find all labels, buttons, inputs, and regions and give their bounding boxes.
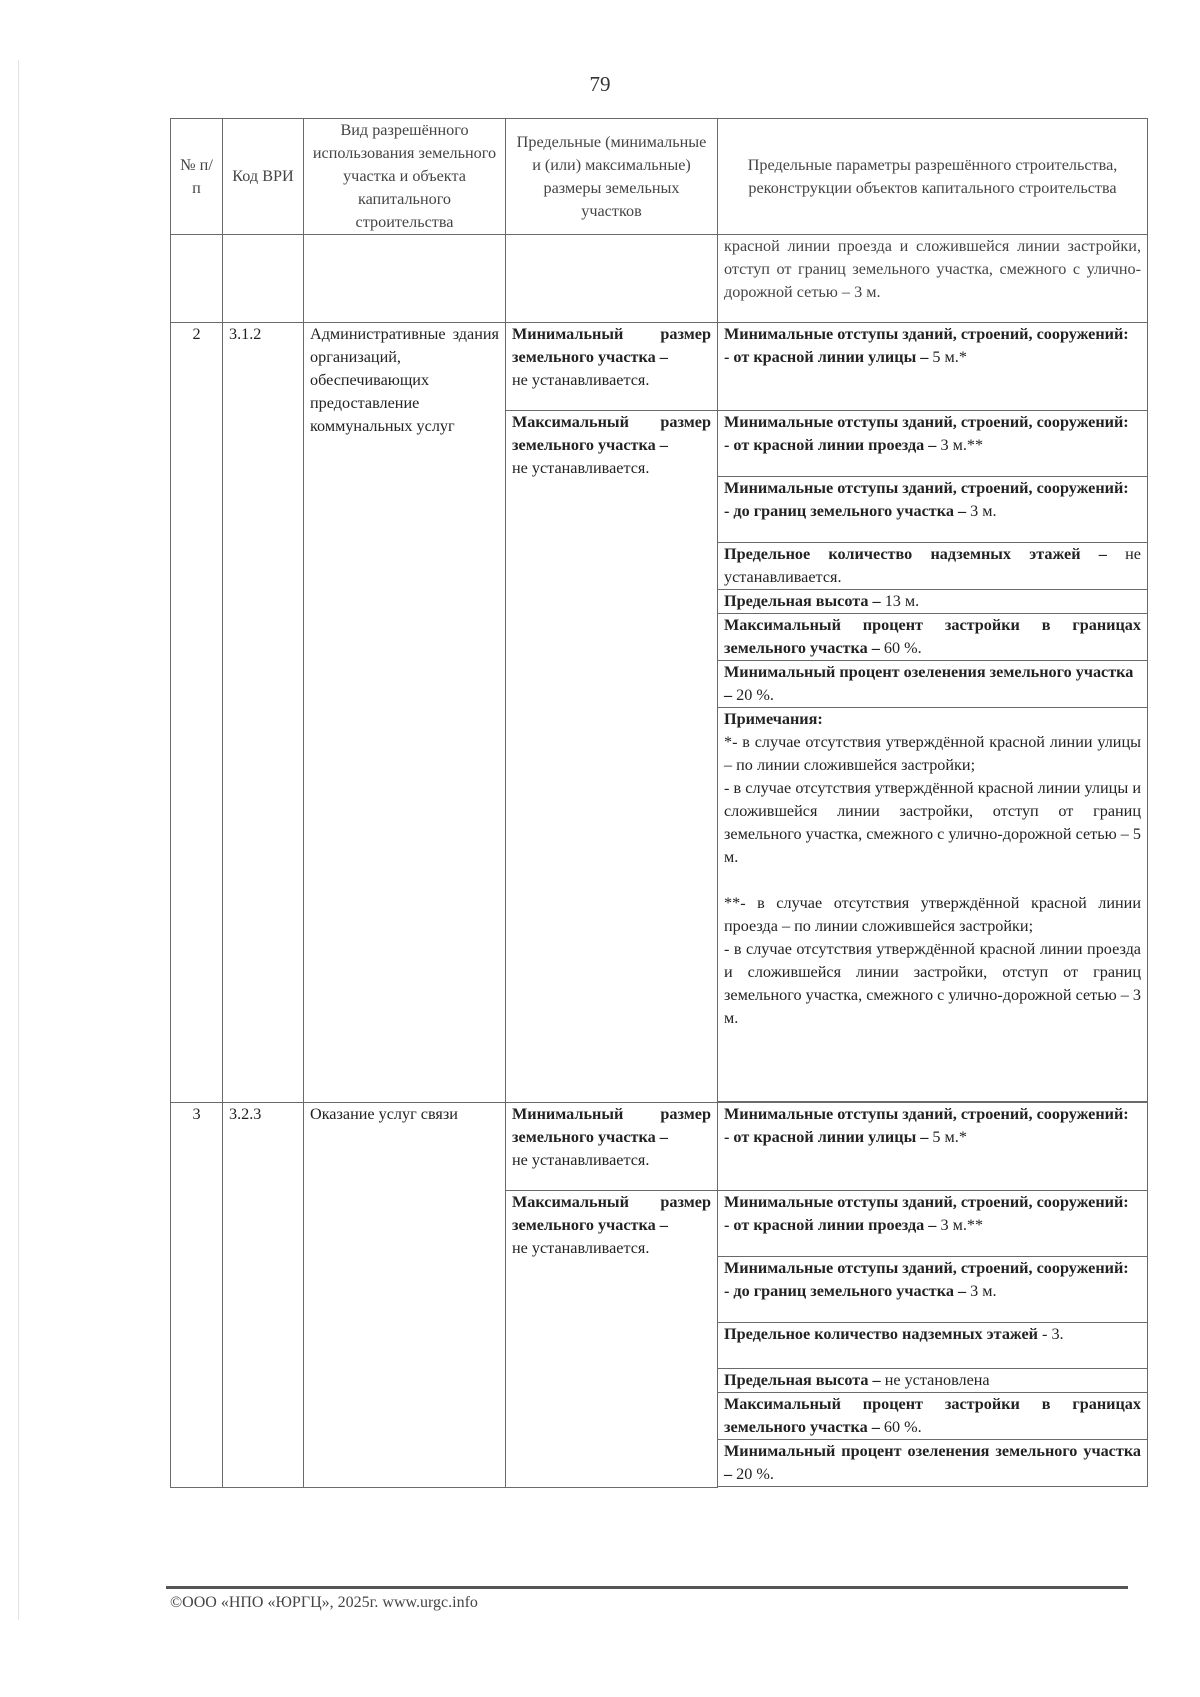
table-row-continuation bbox=[171, 235, 1148, 323]
note-line: - в случае отсутствия утверждённой красной линии проезда и сложившейся линии застройки, отступ от границ земельного участка, смежного с улично-дорожной сетью – 3 м. bbox=[724, 940, 1141, 1027]
max-size-label: Максимальный размер земельного участка – bbox=[512, 1193, 711, 1234]
param-cell: Предельное количество надземных этажей – не устанавливается. bbox=[718, 543, 1148, 590]
param-cell: Предельное количество надземных этажей - 3. bbox=[718, 1323, 1148, 1369]
page-number: 79 bbox=[589, 72, 611, 96]
row-code: 3.1.2 bbox=[223, 323, 304, 1103]
param-cell: Минимальные отступы зданий, строений, сооружений: - до границ земельного участка – 3 м. bbox=[718, 1257, 1148, 1323]
max-size-label: Максимальный размер земельного участка – bbox=[512, 413, 711, 454]
row-type: Оказание услуг связи bbox=[304, 1103, 506, 1488]
continuation-text: красной линии проезда и сложившейся линии застройки, отступ от границ земельного участка, смежного с улично-дорожной сетью – 3 м. bbox=[718, 235, 1148, 323]
max-size-cell bbox=[506, 411, 718, 1103]
table-row bbox=[171, 323, 1148, 411]
table-header-row bbox=[171, 119, 1148, 235]
param-cell: Предельная высота – не установлена bbox=[718, 1369, 1148, 1393]
header-type: Вид разрешённого использования земельного участка и объекта капитального строительства bbox=[304, 119, 506, 235]
param-cell: Минимальные отступы зданий, строений, сооружений: - до границ земельного участка – 3 м. bbox=[718, 477, 1148, 543]
param-cell: Максимальный процент застройки в границах земельного участка – 60 %. bbox=[718, 1393, 1148, 1440]
page-edge-line bbox=[18, 60, 19, 1620]
max-size-value: не устанавливается. bbox=[512, 1239, 650, 1257]
param-cell: Минимальные отступы зданий, строений, сооружений: - от красной линии улицы – 5 м.* bbox=[718, 323, 1148, 411]
note-line: **- в случае отсутствия утверждённой красной линии проезда – по линии сложившейся застройки; bbox=[724, 894, 1141, 935]
param-cell: Минимальные отступы зданий, строений, сооружений: - от красной линии улицы – 5 м.* bbox=[718, 1103, 1148, 1191]
row-code: 3.2.3 bbox=[223, 1103, 304, 1488]
param-cell: Предельная высота – 13 м. bbox=[718, 590, 1148, 614]
note-line: *- в случае отсутствия утверждённой красной линии улицы – по линии сложившейся застройки; bbox=[724, 733, 1141, 774]
param-cell: Минимальные отступы зданий, строений, сооружений: - от красной линии проезда – 3 м.** bbox=[718, 411, 1148, 477]
footer-copyright: ©ООО «НПО «ЮРГЦ», 2025г. www.urgc.info bbox=[170, 1594, 478, 1611]
min-size-cell bbox=[506, 323, 718, 411]
note-line: - в случае отсутствия утверждённой красной линии улицы и сложившейся линии застройки, отступ от границ земельного участка, смежного с улично-дорожной сетью – 5 м. bbox=[724, 779, 1141, 866]
header-size: Предельные (минимальные и (или) максимальные) размеры земельных участков bbox=[506, 119, 718, 235]
zoning-regulations-table bbox=[170, 118, 1148, 1488]
footer-divider bbox=[166, 1586, 1128, 1589]
min-size-value: не устанавливается. bbox=[512, 1151, 650, 1169]
min-size-label: Минимальный размер земельного участка – bbox=[512, 1105, 711, 1146]
param-cell: Минимальный процент озеленения земельного участка – 20 %. bbox=[718, 1440, 1148, 1487]
param-cell: Максимальный процент застройки в границах земельного участка – 60 %. bbox=[718, 614, 1148, 661]
header-params: Предельные параметры разрешённого строительства, реконструкции объектов капитального строительства bbox=[718, 119, 1148, 235]
row-num: 2 bbox=[171, 323, 223, 1103]
row-num: 3 bbox=[171, 1103, 223, 1488]
param-cell: Минимальные отступы зданий, строений, сооружений: - от красной линии проезда – 3 м.** bbox=[718, 1191, 1148, 1257]
min-size-value: не устанавливается. bbox=[512, 371, 650, 389]
notes-cell bbox=[718, 708, 1148, 1102]
row-type: Административные здания организаций, обеспечивающих предоставление коммунальных услуг bbox=[304, 323, 506, 1103]
header-num: № п/п bbox=[171, 119, 223, 235]
min-size-cell bbox=[506, 1103, 718, 1191]
min-size-label: Минимальный размер земельного участка – bbox=[512, 325, 711, 366]
max-size-value: не устанавливается. bbox=[512, 459, 650, 477]
notes-title: Примечания: bbox=[724, 710, 823, 728]
table-row bbox=[171, 1103, 1148, 1191]
param-cell: Минимальный процент озеленения земельного участка – 20 %. bbox=[718, 661, 1148, 708]
header-code: Код ВРИ bbox=[223, 119, 304, 235]
max-size-cell bbox=[506, 1191, 718, 1488]
